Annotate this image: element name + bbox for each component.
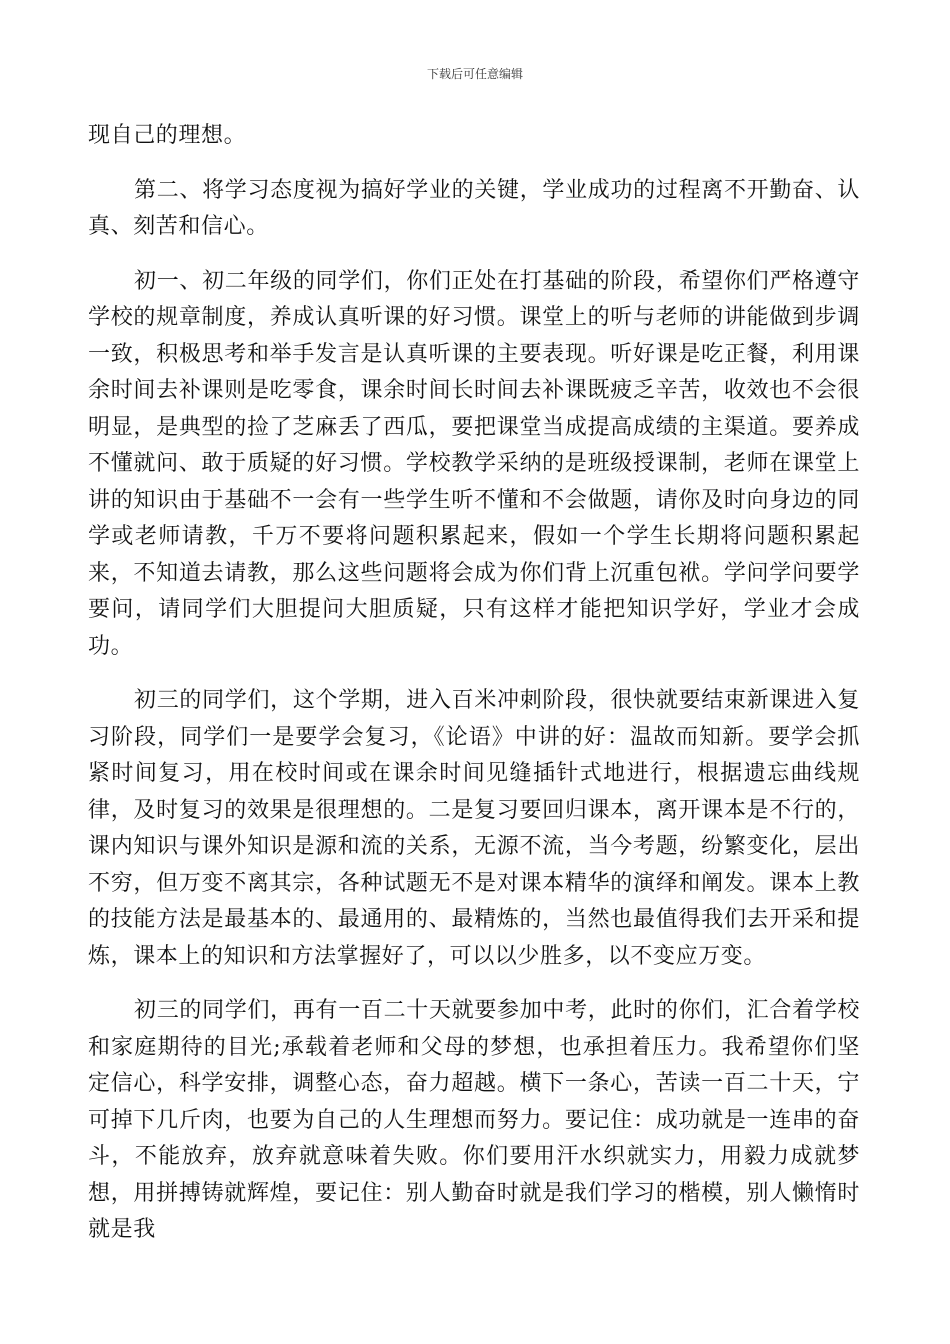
paragraph-grade-three-exam: 初三的同学们，再有一百二十天就要参加中考，此时的你们，汇合着学校和家庭期待的目光;承载着老师和父母的梦想，也承担着压力。我希望你们坚定信心，科学安排，调整心态，奋力超越。横下一条心，苦读一百二十天，宁可掉下几斤肉，也要为自己的人生理想而努力。要记住：成功就是一连串的奋斗，不能放弃，放弃就意味着失败。你们要用汗水织就实力，用毅力成就梦想，用拼搏铸就辉煌，要记住：别人勤奋时就是我们学习的楷模，别人懒惰时就是我 — [88, 998, 860, 1242]
paragraph-grade-three-review: 初三的同学们，这个学期，进入百米冲刺阶段，很快就要结束新课进入复习阶段，同学们一是要学会复习，《论语》中讲的好：温故而知新。要学会抓紧时间复习，用在校时间或在课余时间见缝插针式地进行，根据遗忘曲线规律，及时复习的效果是很理想的。二是复习要回归课本，离开课本是不行的，课内知识与课外知识是源和流的关系，无源不流，当今考题，纷繁变化，层出不穷，但万变不离其宗，各种试题无不是对课本精华的演绎和阐发。课本上教的技能方法是最基本的、最通用的、最精炼的，当然也最值得我们去开采和提炼，课本上的知识和方法掌握好了，可以以少胜多，以不变应万变。 — [88, 688, 860, 969]
paragraph-continuation: 现自己的理想。 — [88, 123, 247, 148]
paragraph-second-point: 第二、将学习态度视为搞好学业的关键，学业成功的过程离不开勤奋、认真、刻苦和信心。 — [88, 177, 860, 239]
document-body — [88, 118, 860, 1267]
paragraph-grade-one-two: 初一、初二年级的同学们，你们正处在打基础的阶段，希望你们严格遵守学校的规章制度，养成认真听课的好习惯。课堂上的听与老师的讲能做到步调一致，积极思考和举手发言是认真听课的主要表现。听好课是吃正餐，利用课余时间去补课则是吃零食，课余时间长时间去补课既疲乏辛苦，收效也不会很明显，是典型的捡了芝麻丢了西瓜，要把课堂当成提高成绩的主渠道。要养成不懂就问、敢于质疑的好习惯。学校教学采纳的是班级授课制，老师在课堂上讲的知识由于基础不一会有一些学生听不懂和不会做题，请你及时向身边的同学或老师请教，千万不要将问题积累起来，假如一个学生长期将问题积累起来，不知道去请教，那么这些问题将会成为你们背上沉重包袱。学问学问要学要问，请同学们大胆提问大胆质疑，只有这样才能把知识学好，学业才会成功。 — [88, 268, 860, 659]
page-header-note: 下载后可任意编辑 — [426, 67, 523, 81]
